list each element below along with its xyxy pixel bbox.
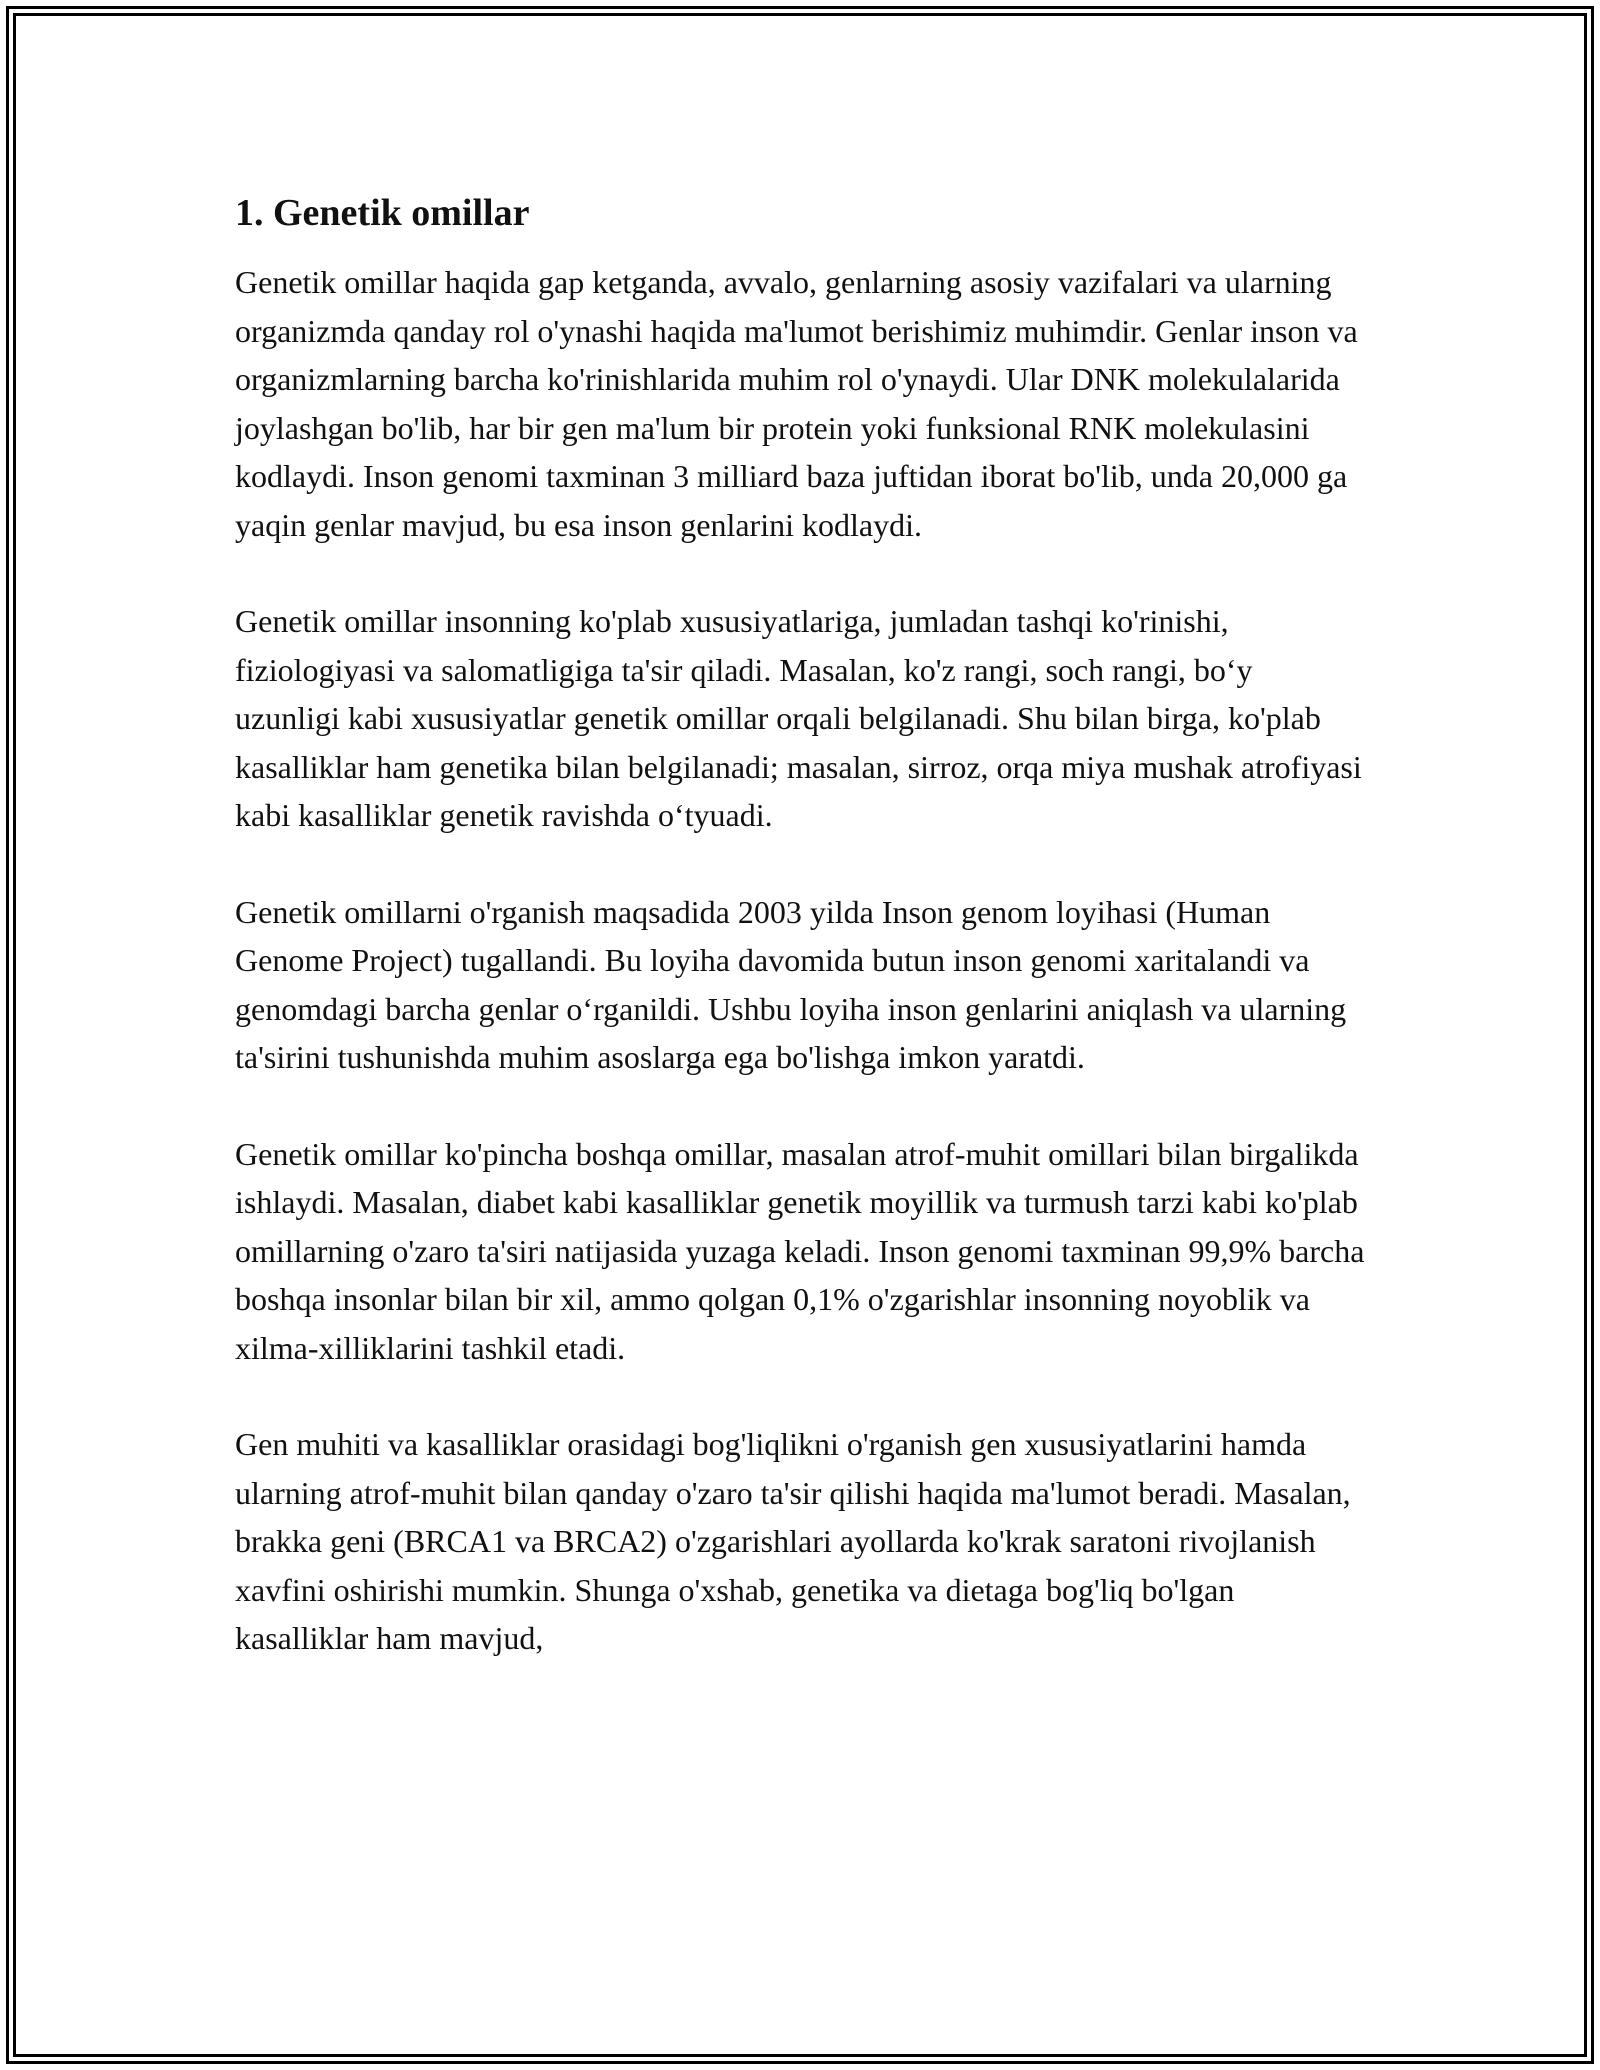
paragraph-4: Genetik omillar ko'pincha boshqa omillar, masalan atrof-muhit omillari bilan birgalikda ishlaydi. Masalan, diabet kabi kasalliklar genetik moyillik va turmush tarzi kabi ko'plab omillarning o'zaro ta'siri natijasida yuzaga keladi. Inson genomi taxminan 99,9% barcha boshqa insonlar bilan bir xil, ammo qolgan 0,1% o'zgarishlar insonning noyoblik va xilma-xilliklarini tashkil etadi. xyxy=(235,1135,1365,1366)
section-heading: 1. Genetik omillar xyxy=(235,192,530,234)
paragraph-2: Genetik omillar insonning ko'plab xususiyatlariga, jumladan tashqi ko'rinishi, fiziologiyasi va salomatligiga ta'sir qiladi. Masalan, ko'z rangi, soch rangi, bo‘y uzunligi kabi xususiyatlar genetik omillar orqali belgilanadi. Shu bilan birga, ko'plab kasalliklar ham genetika bilan belgilanadi; masalan, sirroz, orqa miya mushak atrofiyasi kabi kasalliklar genetik ravishda o‘tyuadi. xyxy=(235,603,1362,833)
paragraph-1: Genetik omillar haqida gap ketganda, avvalo, genlarning asosiy vazifalari va ularning organizmda qanday rol o'ynashi haqida ma'lumot berishimiz muhimdir. Genlar inson va organizmlarning barcha ko'rinishlarida muhim rol o'ynaydi. Ular DNK molekulalarida joylashgan bo'lib, har bir gen ma'lum bir protein yoki funksional RNK molekulasini kodlaydi. Inson genomi taxminan 3 milliard baza juftidan iborat bo'lib, unda 20,000 ga yaqin genlar mavjud, bu esa inson genlarini kodlaydi. xyxy=(235,264,1358,543)
paragraph-3: Genetik omillarni o'rganish maqsadida 2003 yilda Inson genom loyihasi (Human Genome Project) tugallandi. Bu loyiha davomida butun inson genomi xaritalandi va genomdagi barcha genlar o‘rganildi. Ushbu loyiha inson genlarini aniqlash va ularning ta'sirini tushunishda muhim asoslarga ega bo'lishga imkon yaratdi. xyxy=(235,893,1347,1075)
document-body xyxy=(235,188,1365,1663)
paragraph-5: Gen muhiti va kasalliklar orasidagi bog'liqlikni o'rganish gen xususiyatlarini hamda ularning atrof-muhit bilan qanday o'zaro ta'sir qilishi haqida ma'lumot beradi. Masalan, brakka geni (BRCA1 va BRCA2) o'zgarishlari ayollarda ko'krak saratoni rivojlanish xavfini oshirishi mumkin. Shunga o'xshab, genetika va dietaga bog'liq bo'lgan kasalliklar ham mavjud, xyxy=(235,1426,1351,1656)
